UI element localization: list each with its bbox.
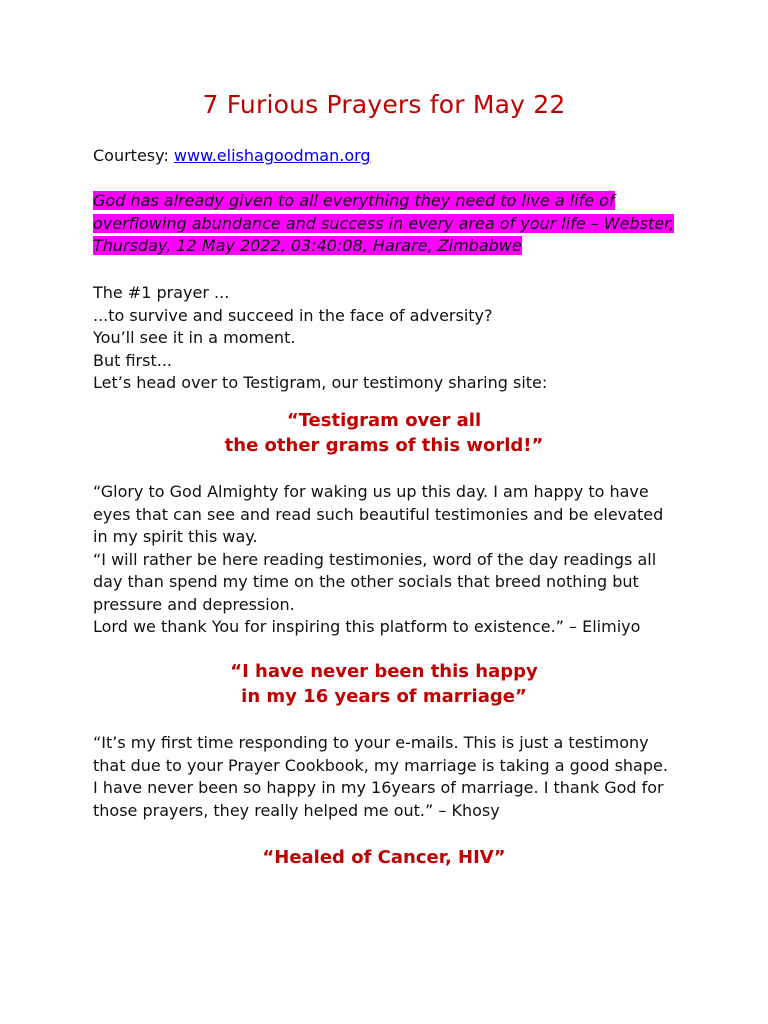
courtesy-link[interactable]: www.elishagoodman.org [173,146,371,165]
testimony-heading-testigram [0,408,768,458]
testimony-line: “Glory to God Almighty for waking us up this day. I am happy to have [93,482,649,501]
courtesy-line [93,145,371,167]
testimony-line: that due to your Prayer Cookbook, my marriage is taking a good shape. [93,755,668,775]
courtesy-label: Courtesy: [93,146,174,165]
heading-line: in my 16 years of marriage” [241,686,527,707]
testimony-khosy [93,732,668,822]
heading-line: “Testigram over all [286,410,482,431]
testimony-heading-healed [0,845,768,870]
heading-line: the other grams of this world!” [224,435,544,456]
highlight-line: Thursday, 12 May 2022, 03:40:08, Harare, Zimbabwe [93,236,522,255]
intro-line: Let’s head over to Testigram, our testimony sharing site: [93,373,548,392]
testimony-line: Lord we thank You for inspiring this platform to existence.” – Elimiyo [93,617,641,636]
heading-line: “I have never been this happy [230,661,538,682]
testimony-line: I have never been so happy in my 16years of marriage. I thank God for [93,778,664,797]
testimony-line: “It’s my first time responding to your e-mails. This is just a testimony [93,733,649,752]
testimony-heading-marriage [0,659,768,709]
intro-line: But first... [93,350,172,370]
intro-line: You’ll see it in a moment. [93,328,296,347]
intro-paragraph [93,282,547,395]
testimony-elimiyo [93,481,663,639]
testimony-line: “I will rather be here reading testimonies, word of the day readings all [93,549,657,569]
heading-line: “Healed of Cancer, HIV” [262,847,506,868]
highlight-line: God has already given to all everything they need to live a life of [93,191,615,210]
testimony-line: eyes that can see and read such beautiful testimonies and be elevated [93,504,664,524]
testimony-line: those prayers, they really helped me out.” – Khosy [93,800,500,820]
highlighted-quote [93,190,683,258]
testimony-line: pressure and depression. [93,594,295,614]
intro-line: The #1 prayer ... [93,283,230,302]
page-title: 7 Furious Prayers for May 22 [202,90,566,119]
testimony-line: day than spend my time on the other socials that breed nothing but [93,572,639,591]
intro-line: ...to survive and succeed in the face of adversity? [93,305,493,325]
highlight-line: overflowing abundance and success in every area of your life – Webster, [93,213,675,233]
testimony-line: in my spirit this way. [93,527,258,546]
